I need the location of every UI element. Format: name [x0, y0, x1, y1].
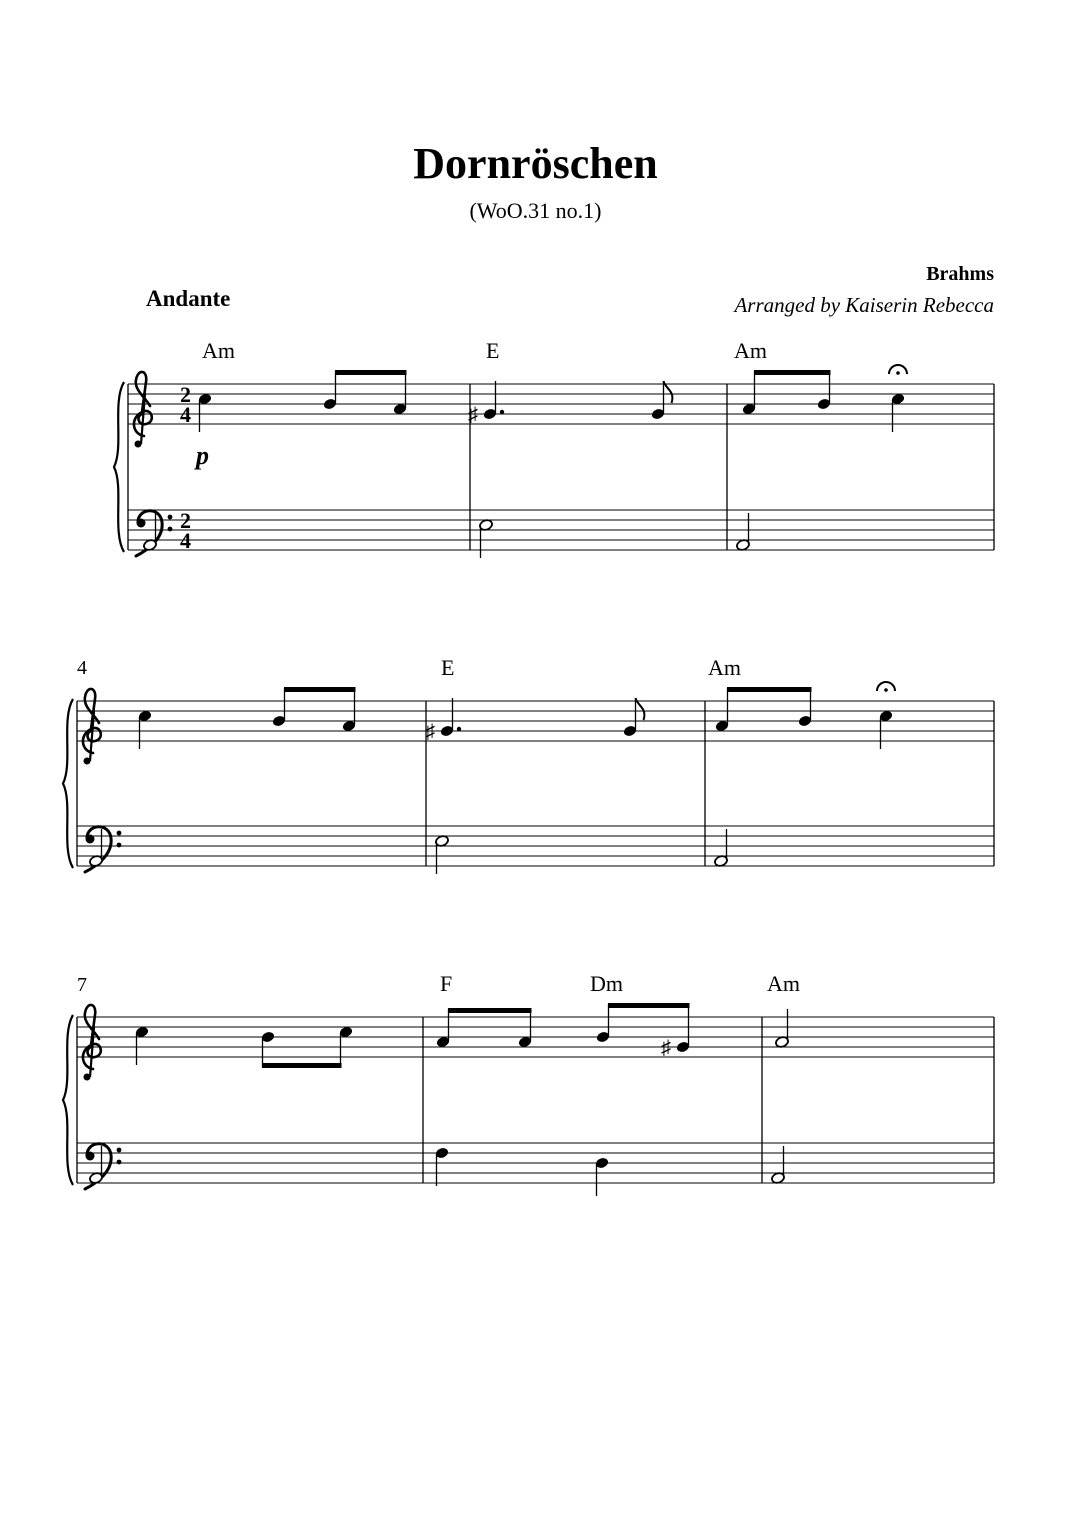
measure-number: 7: [77, 974, 87, 996]
beam: [727, 687, 812, 692]
dynamic-marking: p: [196, 441, 209, 470]
page-title: Dornröschen: [413, 139, 658, 188]
tempo-marking: Andante: [146, 286, 231, 311]
chord-symbol: Am: [708, 655, 741, 680]
treble-clef-icon: [134, 372, 152, 448]
fermata-icon: [889, 365, 907, 375]
brace: [63, 1015, 73, 1185]
arranger-credit: Arranged by Kaiserin Rebecca: [734, 293, 994, 317]
treble-clef-icon: [83, 1005, 101, 1081]
brace: [63, 699, 73, 868]
fermata-icon: [877, 682, 895, 692]
system: [63, 971, 994, 1196]
bass-clef-icon: [136, 511, 172, 556]
sharp-icon: ♯: [425, 721, 435, 743]
beam: [448, 1008, 532, 1013]
brace: [114, 382, 124, 552]
page-subtitle: (WoO.31 no.1): [469, 198, 602, 223]
time-signature-denominator: 4: [180, 402, 191, 427]
dot: [457, 727, 461, 731]
bass-clef-icon: [85, 1144, 121, 1189]
beam: [608, 1003, 690, 1008]
beam: [754, 370, 831, 375]
system: [63, 655, 994, 874]
sharp-icon: ♯: [661, 1037, 671, 1059]
beam: [262, 1063, 342, 1068]
chord-symbol: Am: [767, 971, 800, 996]
chord-symbol: Dm: [590, 971, 623, 996]
chord-symbol: Am: [202, 338, 235, 363]
time-signature-numerator: 2: [180, 382, 191, 407]
beam: [335, 370, 407, 375]
beam: [284, 687, 356, 692]
sharp-icon: ♯: [468, 404, 478, 426]
chord-symbol: E: [486, 338, 500, 363]
bass-clef-icon: [85, 827, 121, 872]
treble-clef-icon: [83, 689, 101, 765]
system: [114, 338, 994, 558]
chord-symbol: F: [440, 971, 453, 996]
dot: [500, 410, 504, 414]
time-signature-denominator: 4: [180, 528, 191, 553]
systems-layer: [63, 338, 994, 1196]
time-signature-numerator: 2: [180, 508, 191, 533]
measure-number: 4: [77, 657, 87, 679]
chord-symbol: E: [441, 655, 455, 680]
composer-name: Brahms: [926, 263, 994, 285]
chord-symbol: Am: [734, 338, 767, 363]
